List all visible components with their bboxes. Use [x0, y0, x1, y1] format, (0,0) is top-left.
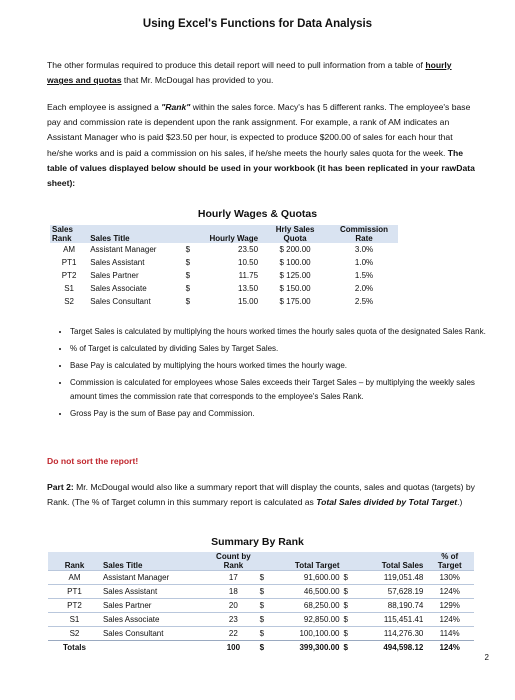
- p2-text: Each employee is assigned a: [47, 102, 162, 112]
- hourly-table-title: Hourly Wages & Quotas: [197, 208, 318, 220]
- col-rate-bot: Rate: [355, 234, 373, 243]
- list-item: • % of Target is calculated by dividing Sales by Target Sales.: [70, 342, 490, 356]
- summary-table-title: Summary By Rank: [211, 536, 304, 548]
- list-item: • Commission is calculated for employees whose Sales exceeds their Target Sales – by multiplying the weekly sales amount times the commission rate that corresponds to the employee's Sales Rank.: [70, 376, 490, 404]
- rank-term: "Rank": [161, 102, 191, 112]
- p2-text-body: within the sales force. Macy's has 5 different ranks. The employee's base pay and commission rate is dependent upon the rank assignment. For example, a rank of AM indicates an Assistant Manager who is paid $23.50 per hour, is expected to produce $200.00 of sales for each hour that he/she works and is paid a commission on his sales, if he/she meets the hourly sales quota for the week.: [47, 102, 471, 158]
- list-item: • Gross Pay is the sum of Base pay and Commission.: [70, 407, 490, 421]
- part2-text: Mr. McDougal would also like a summary report that will display the counts, sales and quotas (targets) by Rank. (The % of Target column in this summary report is calculated as: [47, 482, 475, 508]
- list-item: • Target Sales is calculated by multiplying the hours worked times the hourly sales quota of the designated Sales Rank.: [70, 325, 490, 339]
- intro-text-end: that Mr. McDougal has provided to you.: [121, 75, 274, 86]
- hourly-wages-link-text: hourly wages and quotas: [47, 60, 452, 86]
- hourly-wages-table: [50, 225, 398, 308]
- table-row: S2 Sales Consultant 22 $ 100,100.00 $ 114,276.30 114%: [48, 627, 474, 641]
- intro-paragraph-1: [47, 58, 479, 88]
- col-title: Sales Title: [90, 234, 130, 243]
- intro-paragraph-2: [47, 100, 479, 191]
- list-item: • Base Pay is calculated by multiplying the hours worked times the hourly wage.: [70, 359, 490, 373]
- do-not-sort-warning: Do not sort the report!: [47, 456, 139, 466]
- col-sales: Total Sales: [381, 561, 424, 570]
- col-title: Sales Title: [102, 561, 143, 570]
- part2-end: .): [457, 497, 463, 508]
- table-row: S2 Sales Consultant $ 15.00 $ 175.00 2.5%: [64, 297, 374, 306]
- p2-bold-instruction: The table of values displayed below should be used in your workbook (it has been replicated in your rawData sheet):: [47, 147, 475, 189]
- col-rank: Rank: [64, 561, 85, 570]
- summary-by-rank-table: [48, 552, 474, 654]
- part2-paragraph: [47, 480, 479, 510]
- col-pct-bot: Target: [437, 561, 462, 570]
- col-quota-top: Hrly Sales: [275, 225, 315, 234]
- col-target: Total Target: [294, 561, 340, 570]
- intro-text: The other formulas required to produce this detail report will need to pull information from a table of: [47, 60, 426, 70]
- page-title: Using Excel's Functions for Data Analysis: [142, 18, 373, 30]
- col-wage: Hourly Wage: [209, 234, 259, 243]
- table-row: AM Assistant Manager 17 $ 91,600.00 $ 119,051.48 130%: [48, 571, 474, 585]
- calculation-notes-list: [58, 325, 490, 424]
- col-rank-bot: Rank: [52, 234, 72, 243]
- part2-label: Part 2:: [47, 482, 74, 492]
- part2-formula: Total Sales divided by Total Target: [316, 497, 458, 508]
- page-number: 2: [484, 653, 489, 662]
- table-row: PT2 Sales Partner 20 $ 68,250.00 $ 88,190.74 129%: [48, 599, 474, 613]
- table-row: PT1 Sales Assistant 18 $ 46,500.00 $ 57,628.19 124%: [48, 585, 474, 599]
- col-count-top: Count by: [216, 552, 251, 561]
- totals-row: Totals 100 $ 399,300.00 $ 494,598.12 124%: [48, 641, 474, 655]
- table-row: S1 Sales Associate 23 $ 92,850.00 $ 115,451.41 124%: [48, 613, 474, 627]
- col-rank-top: Sales: [52, 225, 73, 234]
- table-row: S1 Sales Associate $ 13.50 $ 150.00 2.0%: [64, 284, 374, 293]
- table-row: AM Assistant Manager $ 23.50 $ 200.00 3.0%: [63, 245, 374, 254]
- col-pct-top: % of: [441, 552, 459, 561]
- col-quota-bot: Quota: [283, 234, 307, 243]
- table-row: PT1 Sales Assistant $ 10.50 $ 100.00 1.0%: [61, 258, 374, 267]
- col-count-bot: Rank: [223, 561, 244, 570]
- table-row: PT2 Sales Partner $ 11.75 $ 125.00 1.5%: [61, 271, 374, 280]
- col-rate-top: Commission: [340, 225, 389, 234]
